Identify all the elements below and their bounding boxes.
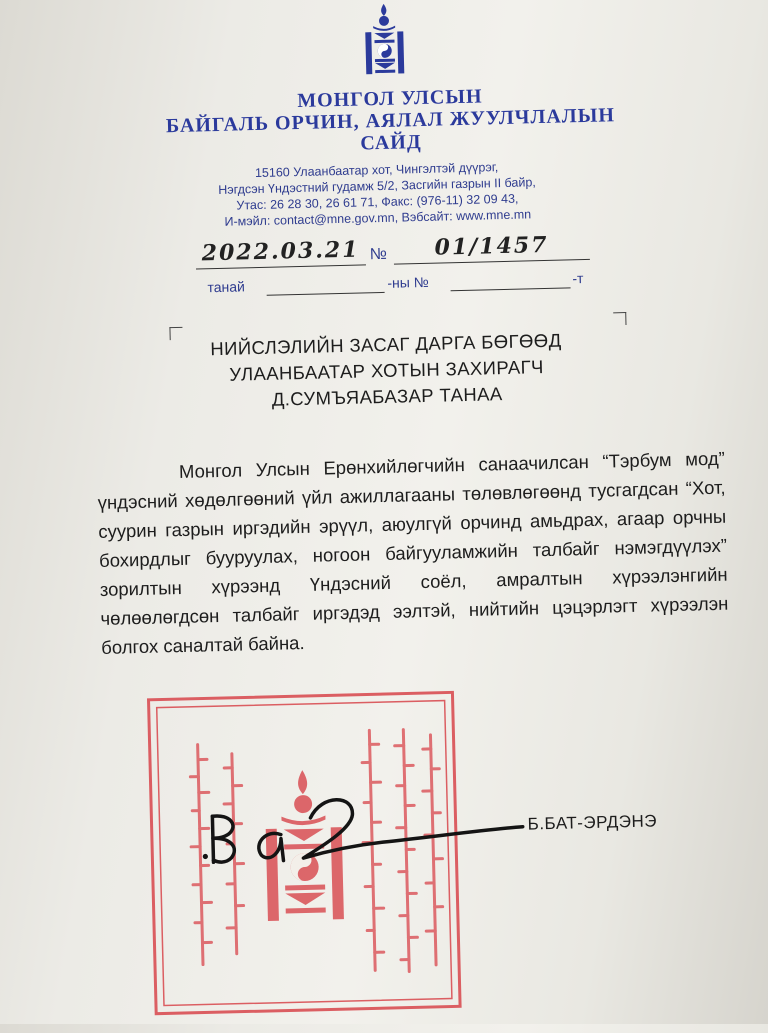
email-line: И-мэйл: contact@mne.gov.mn, Вэбсайт: www.mne.mn bbox=[224, 207, 532, 229]
ministry-title-line2: БАЙГАЛЬ ОРЧИН, АЯЛАЛ ЖУУЛЧЛАЛЫН bbox=[165, 104, 616, 138]
your-label: танай bbox=[207, 278, 246, 296]
phone-line: Утас: 26 28 30, 26 61 71, Факс: (976-11) 32 09 43, bbox=[236, 191, 519, 213]
ministry-title-line1: МОНГОЛ УЛСЫН bbox=[297, 85, 483, 112]
signer-name: Б.БАТ-ЭРДЭНЭ bbox=[527, 811, 658, 834]
number-label: № bbox=[369, 245, 388, 264]
handwritten-signature bbox=[181, 767, 529, 895]
your-date-blank bbox=[266, 276, 384, 296]
ministry-title-line3: САЙД bbox=[360, 130, 422, 155]
recipient-line-2: УЛААНБААТАР ХОТЫН ЗАХИРАГЧ bbox=[229, 356, 544, 385]
your-number-label: -ны № bbox=[387, 273, 429, 291]
address-line-2: Нэгдсэн Үндэстний гудамж 5/2, Засгийн газрын II байр, bbox=[218, 175, 536, 197]
recipient-line-3: Д.СУМЪЯАБАЗАР ТАНАА bbox=[271, 383, 503, 410]
letter-body-paragraph: Монгол Улсын Ерөнхийлөгчийн санаачилсан “Тэрбум мод” үндэсний хөдөлгөөний үйл ажиллагааны төлөвлөгөөнд тусгагдсан “Хот, суурин газрын иргэдийн эрүүл, аюулгүй орчинд амьдрах, агаар орчны бохирдлыг бууруулах, ногоон байгууламжийн талбайг нэмэгдүүлэх” зорилтын хүрээнд Үндэсний соёл, амралтын хүрээлэнгийн чөлөөлөгдсөн талбайг иргэдэд ээлтэй, нийтийн цэцэрлэгт хүрээлэн болгох саналтай байна. bbox=[97, 447, 729, 658]
recipient-line-1: НИЙСЛЭЛИЙН ЗАСАГ ДАРГА БӨГӨӨД bbox=[210, 329, 562, 360]
your-number-blank bbox=[450, 271, 570, 291]
letter-number: 01/1457 bbox=[393, 231, 590, 265]
address-line-1: 15160 Улаанбаатар хот, Чингэлтэй дүүрэг, bbox=[254, 160, 499, 181]
soyombo-emblem-icon bbox=[361, 1, 409, 78]
letter-date: 2022.03.21 bbox=[195, 236, 366, 269]
recipient-corner-right bbox=[613, 312, 626, 325]
your-end-label: -т bbox=[572, 270, 584, 287]
